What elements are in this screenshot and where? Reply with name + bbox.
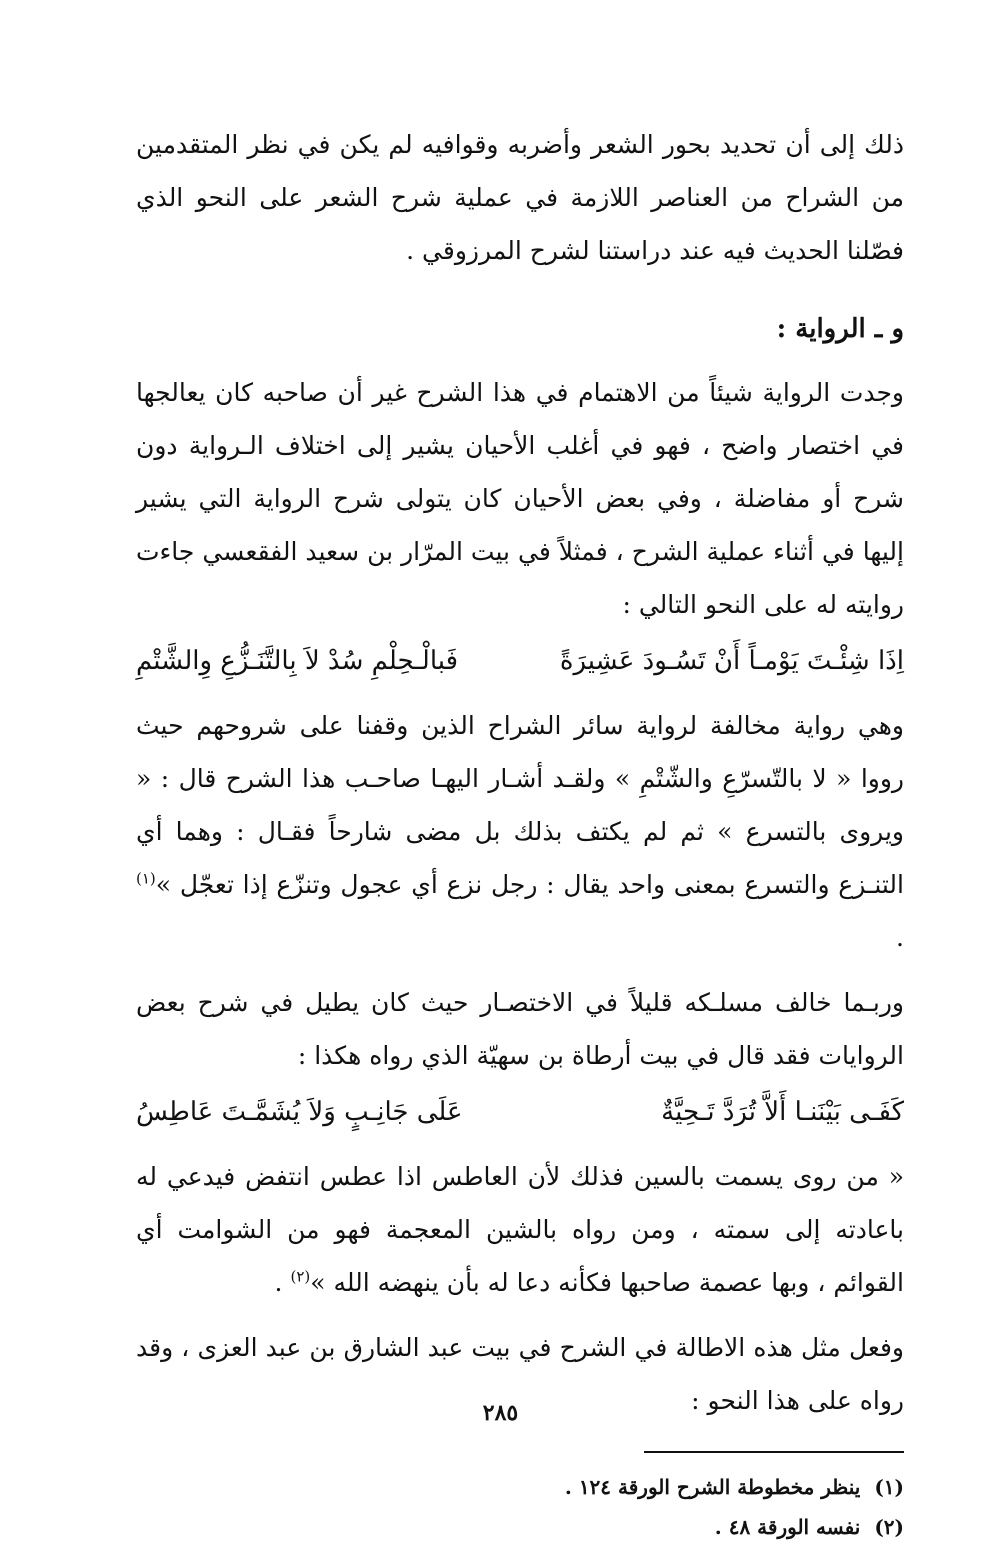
- paragraph-variant-reading: [136, 699, 904, 964]
- verse-2-second-hemistich: عَلَى جَانِـبٍ وَلاَ يُشَمَّـتَ عَاطِسُ: [136, 1097, 463, 1127]
- paragraph-quotation-text: « من روى يسمت بالسين فذلك لأن العاطس اذا عطس انتفض فيدعي له باعادته إلى سمته ، ومن رواه بالشين المعجمة فهو من الشوامت أي القوائم ، وبها عصمة صاحبها فكأنه دعا له بأن ينهضه الله »: [136, 1162, 904, 1297]
- paragraph-intro: ذلك إلى أن تحديد بحور الشعر وأضربه وقوافيه لم يكن في نظر المتقدمين من الشراح من العناصر اللازمة في عملية شرح الشعر على النحو الذي فصّلنا الحديث فيه عند دراستنا لشرح المرزوقي .: [136, 130, 904, 265]
- verse-1-first-hemistich: اِذَا شِئْـتَ يَوْمـاً أَنْ تَسُـودَ عَشِيرَةً: [559, 646, 904, 676]
- footnote-1: [136, 1467, 904, 1507]
- paragraph-variant-end: .: [896, 923, 904, 952]
- paragraph-quotation: [136, 1150, 904, 1309]
- section-heading: و ـ الرواية :: [776, 314, 904, 344]
- footnote-1-number: (١): [874, 1475, 904, 1499]
- footnote-ref-2[interactable]: (٢): [290, 1267, 311, 1286]
- page-number: ٢٨٥: [482, 1400, 519, 1426]
- footnote-ref-1[interactable]: (١): [136, 869, 156, 888]
- paragraph-variant-text: وهي رواية مخالفة لرواية سائر الشراح الذين وقفنا على شروحهم حيث رووا « لا بالتّسرّعِ والشّتْمِ » ولقـد أشـار اليهـا صاحـب هذا الشرح قال : « ويروى بالتسرع » ثم لم يكتف بذلك بل مضى شارحاً فقـال : وهما أي التنـزع والتسرع بمعنى واحد يقال : رجل نزع أي عجول وتنزّع إذا تعجّل »: [136, 711, 904, 899]
- footnote-2: [136, 1507, 904, 1547]
- footnote-separator: [644, 1451, 904, 1453]
- footnote-2-text: نفسه الورقة ٤٨ .: [714, 1515, 861, 1539]
- verse-2-first-hemistich: كَفَـى بَيْنَنـا أَلاَّ تُرَدَّ تَـحِيَّةٌ: [661, 1097, 904, 1127]
- verse-line-2: [136, 1084, 904, 1140]
- paragraph-riwaya: وجدت الرواية شيئاً من الاهتمام في هذا الشرح غير أن صاحبه كان يعالجها في اختصار واضح ، فهو في أغلب الأحيان يشير إلى اختلاف الـرواية دون شرح أو مفاضلة ، وفي بعض الأحيان كان يتولى شرح الرواية التي يشير إليها في أثناء عملية الشرح ، فمثلاً في بيت المرّار بن سعيد الفقعسي جاءت روايته له على النحو التالي :: [136, 378, 904, 619]
- footnote-2-number: (٢): [874, 1515, 904, 1539]
- book-page: [136, 118, 904, 1547]
- paragraph-quotation-end: .: [274, 1268, 291, 1297]
- verse-line-1: [136, 633, 904, 689]
- footnote-1-text: ينظر مخطوطة الشرح الورقة ١٢٤ .: [564, 1475, 861, 1499]
- verse-1-second-hemistich: فَبالْـحِلْمِ سُدْ لاَ بِالتَّنَـزُّعِ وِالشَّتْمِ: [136, 646, 459, 676]
- footnote-separator-wrap: [136, 1427, 904, 1467]
- paragraph-elaboration: وربـما خالف مسلـكه قليلاً في الاختصـار حيث كان يطيل في شرح بعض الروايات فقد قال في بيت أرطاة بن سهيّة الذي رواه هكذا :: [136, 988, 904, 1070]
- paragraph-closing: وفعل مثل هذه الاطالة في الشرح في بيت عبد الشارق بن عبد العزى ، وقد رواه على هذا النحو :: [136, 1333, 904, 1415]
